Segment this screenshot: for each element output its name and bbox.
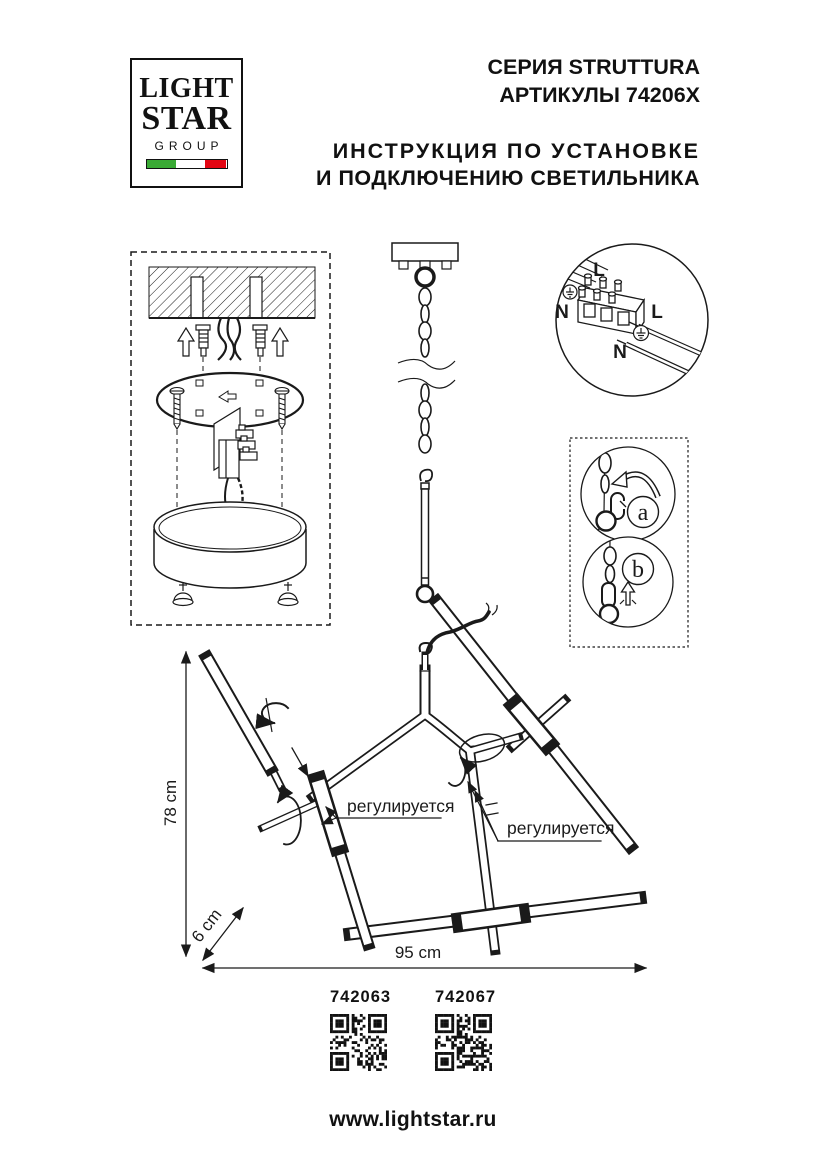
carabiner	[602, 583, 615, 607]
label-wire-l: L	[651, 302, 663, 323]
label-terminal-l: L	[593, 260, 605, 281]
qr-code-742063	[330, 1014, 387, 1071]
open-ring	[597, 512, 616, 531]
wall-anchor	[196, 325, 210, 356]
mains-wires	[218, 318, 241, 360]
dimension-depth	[188, 905, 243, 960]
instruction-line2: И ПОДКЛЮЧЕНИЮ СВЕТИЛЬНИКА	[316, 165, 700, 190]
rotate-arrow	[449, 758, 465, 786]
rotate-arrow	[262, 703, 288, 723]
label-detail-a: a	[637, 500, 649, 526]
logo-group: GROUP	[154, 138, 224, 153]
dimension-width-label: 95 cm	[394, 943, 442, 962]
finial-cap	[278, 582, 298, 606]
earth-symbol	[563, 285, 577, 299]
adjustable-label-1: регулируется	[347, 796, 455, 816]
chain	[398, 288, 455, 453]
suspension-diagram	[392, 243, 458, 602]
article-code-2: 742067	[435, 988, 497, 1006]
article-code-1: 742063	[330, 988, 392, 1006]
ceiling-bar	[392, 243, 458, 261]
website-url: www.lightstar.ru	[329, 1108, 497, 1131]
dimension-height-label: 78 cm	[161, 779, 180, 827]
hanging-ring	[416, 268, 434, 286]
series-line1: СЕРИЯ STRUTTURA	[487, 55, 700, 79]
open-ring	[600, 605, 618, 623]
instruction-line1: ИНСТРУКЦИЯ ПО УСТАНОВКЕ	[332, 139, 700, 163]
dimension-depth-label: 6 cm	[187, 905, 226, 946]
chain-adjust-details	[570, 438, 688, 647]
detail-b	[583, 537, 673, 627]
detail-a	[581, 446, 675, 541]
earth-symbol	[634, 326, 649, 341]
label-terminal-n: N	[555, 302, 569, 323]
insert-direction-arrow	[292, 748, 308, 776]
ceiling-hatch	[149, 267, 315, 318]
series-line2: АРТИКУЛЫ 74206X	[499, 82, 700, 107]
adjustable-callout-1	[322, 796, 455, 824]
finial-cap	[173, 582, 193, 606]
chandelier-diagram	[161, 602, 646, 968]
wall-anchor	[253, 325, 267, 356]
up-arrow	[272, 328, 288, 356]
logo-star: STAR	[141, 99, 232, 137]
wiring-detail-circle	[546, 244, 708, 396]
canopy	[154, 502, 306, 588]
suspension-rod	[417, 470, 433, 602]
label-wire-n: N	[613, 342, 627, 363]
drill-hole	[191, 277, 203, 318]
label-detail-b: b	[632, 557, 644, 583]
up-arrow	[178, 328, 194, 356]
qr-code-742067	[435, 1014, 492, 1071]
logo-light: LIGHT	[139, 73, 234, 104]
installation-diagram	[131, 252, 330, 625]
dimension-width	[203, 943, 646, 968]
drill-hole	[250, 277, 262, 318]
adjustable-label-2: регулируется	[507, 818, 615, 838]
dimension-height	[161, 652, 186, 956]
